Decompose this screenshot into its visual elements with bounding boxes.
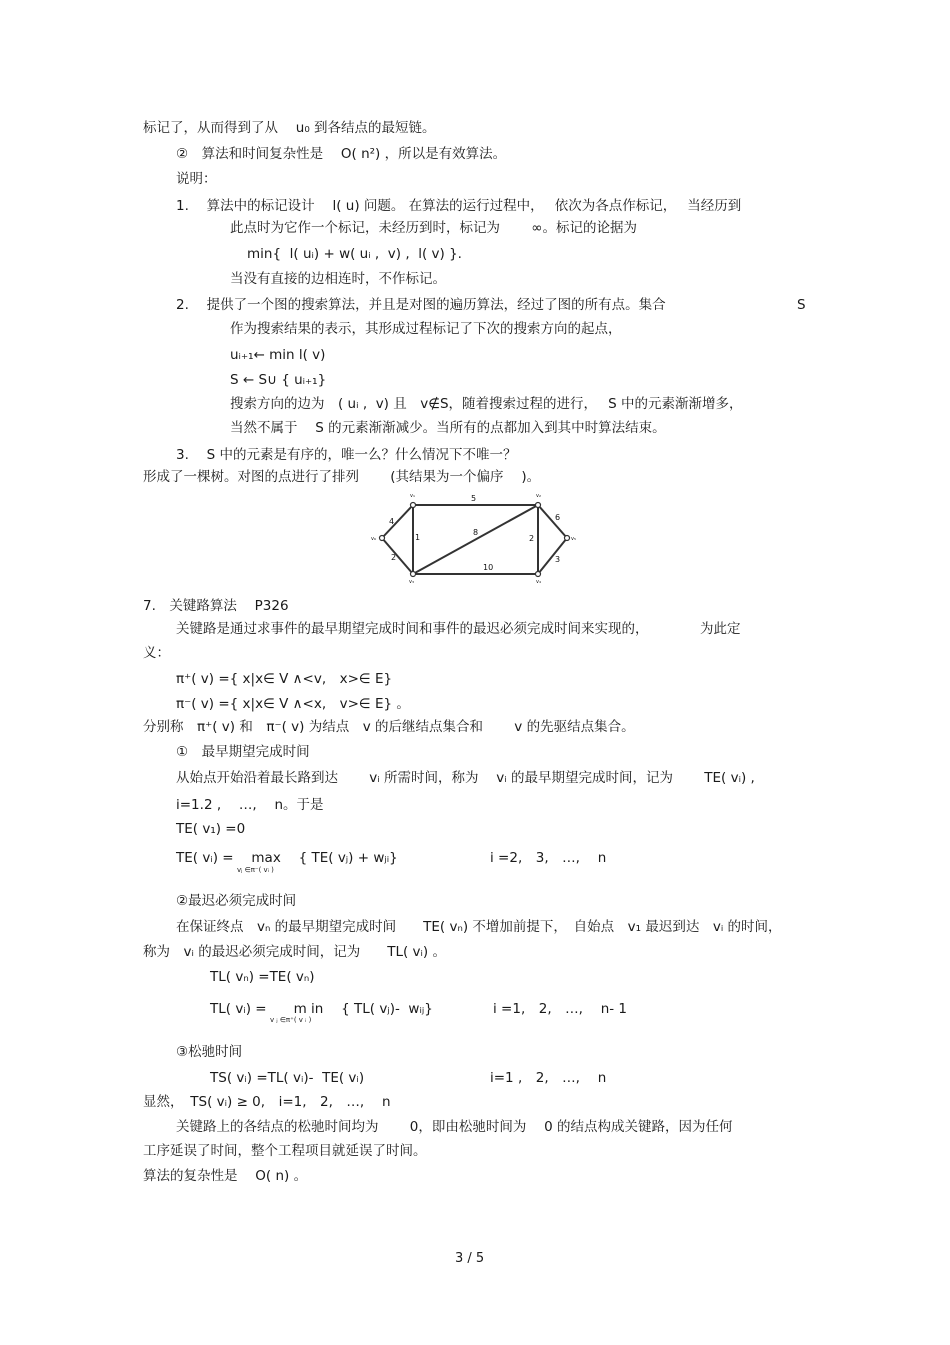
node-v4 — [536, 572, 541, 577]
edge-v3-v2 — [413, 505, 538, 574]
min-subscript: v ⱼ ∈π⁺( v ᵢ ) — [270, 1016, 312, 1024]
network-graph — [365, 490, 585, 590]
text-line: 关键路是通过求事件的最早期望完成时间和事件的最迟必须完成时间来实现的， 为此定 — [176, 621, 741, 637]
edge-label: 8 — [473, 528, 479, 537]
text-line: 从始点开始沿着最长路到达 vᵢ 所需时间，称为 vᵢ 的最早期望完成时间，记为 TE( vᵢ) , — [176, 770, 755, 786]
text-line: S — [797, 297, 806, 313]
text-line: 分别称 π⁺( v) 和 π⁻( v) 为结点 v 的后继结点集合和 v 的先驱结点集合。 — [143, 719, 635, 735]
text-line: 标记了，从而得到了从 u₀ 到各结点的最短链。 — [143, 120, 436, 136]
text-line: 当然不属于 S 的元素渐渐减少。当所有的点都加入到其中时算法结束。 — [230, 420, 666, 436]
node-label: v₅ — [571, 536, 576, 542]
formula-line: min{ l( uᵢ) + w( uᵢ , v) , l( v) }. — [247, 246, 462, 262]
formula-line: π⁺( v) ={ x|x∈ V ∧<v, x>∈ E} — [176, 671, 393, 687]
node-label: v₁ — [410, 493, 415, 499]
page-number: 3 / 5 — [455, 1251, 485, 1266]
subsection-heading: ① 最早期望完成时间 — [176, 744, 310, 760]
formula-line: TL( vᵢ) = m in { TL( vⱼ)- wᵢⱼ} — [210, 1001, 433, 1017]
edge-label: 5 — [471, 494, 477, 503]
subsection-heading: ③松驰时间 — [176, 1044, 243, 1060]
edge-v1-v6 — [382, 505, 413, 538]
formula-line: TE( v₁) =0 — [176, 821, 246, 837]
formula-range: i =1, 2, …, n- 1 — [493, 1001, 628, 1017]
text-line: 2. 提供了一个图的搜索算法，并且是对图的遍历算法，经过了图的所有点。集合 — [176, 297, 666, 313]
text-line: 1. 算法中的标记设计 l( u) 问题。 在算法的运行过程中， 依次为各点作标记， 当经历到 — [176, 198, 742, 214]
text-line: 说明： — [176, 171, 217, 187]
edge-label: 3 — [555, 555, 561, 564]
text-line: 此点时为它作一个标记，未经历到时，标记为 ∞。标记的论据为 — [230, 220, 638, 236]
text-line: 当没有直接的边相连时，不作标记。 — [230, 271, 446, 287]
text-line: 形成了一棵树。对图的点进行了排列 (其结果为一个偏序 )。 — [143, 469, 541, 485]
text-line: 显然， TS( vᵢ) ≥ 0, i=1, 2, …, n — [143, 1094, 391, 1110]
edge-v2-v5 — [538, 505, 567, 538]
text-line: 搜索方向的边为 ( uᵢ , v) 且 v∉S，随着搜索过程的进行， S 中的元素渐渐增多， — [230, 396, 743, 412]
formula-line: uᵢ₊₁← min l( v) — [230, 347, 326, 363]
text-line: 算法的复杂性是 O( n) 。 — [143, 1168, 308, 1184]
node-label: v₂ — [536, 493, 541, 499]
edge-label: 4 — [389, 517, 395, 526]
edge-v5-v4 — [538, 538, 567, 574]
node-label: v₄ — [536, 579, 541, 585]
formula-line: TL( vₙ) =TE( vₙ) — [210, 969, 315, 985]
text-line: i=1.2 , …, n。于是 — [176, 797, 324, 813]
node-label: v₆ — [371, 536, 376, 542]
node-label: v₃ — [409, 579, 414, 585]
node-v6 — [380, 536, 385, 541]
text-line: 作为搜索结果的表示，其形成过程标记了下次的搜索方向的起点， — [230, 321, 622, 337]
subsection-heading: ②最迟必须完成时间 — [176, 893, 297, 909]
edge-label: 2 — [391, 553, 397, 562]
text-line: 在保证终点 vₙ 的最早期望完成时间 TE( vₙ) 不增加前提下， 自始点 v₁ 最迟到达 vᵢ 的时间， — [176, 919, 782, 935]
formula-line: S ← S∪ { uᵢ₊₁} — [230, 372, 327, 388]
edge-label: 6 — [555, 513, 561, 522]
formula-range: i=1 , 2, …, n — [490, 1070, 607, 1086]
text-line: 关键路上的各结点的松驰时间均为 0，即由松驰时间为 0 的结点构成关键路，因为任何 — [176, 1119, 733, 1135]
formula-line: TS( vᵢ) =TL( vᵢ)- TE( vᵢ) — [210, 1070, 365, 1086]
edge-label: 2 — [529, 534, 535, 543]
node-v3 — [411, 572, 416, 577]
text-line: ② 算法和时间复杂性是 O( n²) ，所以是有效算法。 — [176, 146, 507, 162]
edge-v6-v3 — [382, 538, 413, 574]
text-line: 3. S 中的元素是有序的，唯一么？什么情况下不唯一？ — [176, 447, 517, 463]
formula-line: π⁻( v) ={ x|x∈ V ∧<x, v>∈ E} 。 — [176, 696, 410, 712]
graph-edges — [382, 505, 567, 574]
edge-label: 1 — [415, 533, 421, 542]
text-line: 义： — [143, 645, 170, 661]
section-heading: 7. 关键路算法 P326 — [143, 598, 289, 614]
node-v5 — [565, 536, 570, 541]
node-v2 — [536, 503, 541, 508]
edge-label: 10 — [483, 563, 494, 572]
formula-line: TE( vᵢ) = max { TE( vⱼ) + wⱼᵢ} — [176, 850, 398, 866]
text-line: 称为 vᵢ 的最迟必须完成时间，记为 TL( vᵢ) 。 — [143, 944, 446, 960]
max-subscript: vⱼ ∈π⁻( vᵢ ) — [237, 866, 274, 874]
formula-range: i =2, 3, …, n — [490, 850, 607, 866]
text-line: 工序延误了时间，整个工程项目就延误了时间。 — [143, 1143, 427, 1159]
node-v1 — [411, 503, 416, 508]
